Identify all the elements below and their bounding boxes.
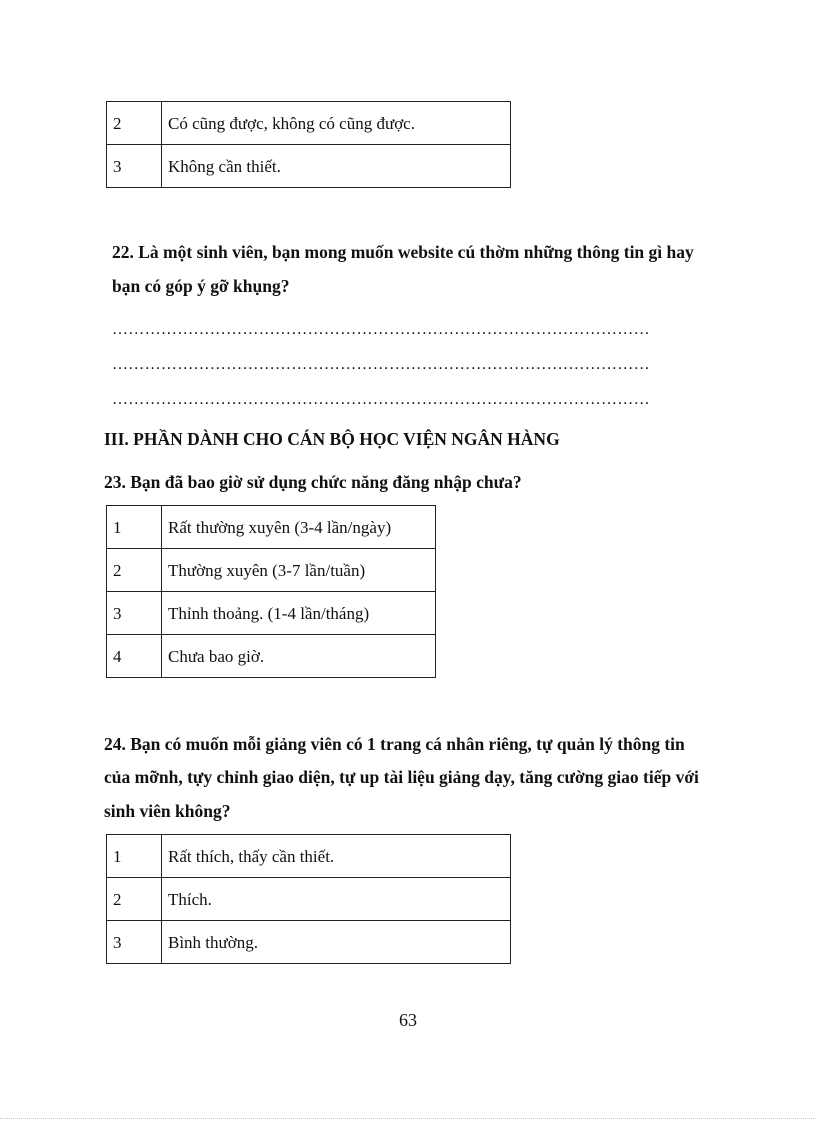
question-24-line-2: của mỡnh, tựy chỉnh giao diện, tự up tài liệu giảng dạy, tăng cường giao tiếp với bbox=[104, 767, 699, 787]
table-row bbox=[107, 921, 511, 964]
answer-line: ……………………………………………………………………………………… bbox=[112, 321, 650, 338]
question-22-line-1: 22. Là một sinh viên, bạn mong muốn website cú thờm những thông tin gì hay bbox=[112, 242, 694, 262]
table-row bbox=[107, 549, 436, 592]
option-text: Bình thường. bbox=[162, 921, 511, 964]
option-text: Rất thích, thấy cần thiết. bbox=[162, 835, 511, 878]
option-number: 3 bbox=[107, 592, 162, 635]
options-table-q23 bbox=[106, 505, 436, 678]
section-3-heading: III. PHẦN DÀNH CHO CÁN BỘ HỌC VIỆN NGÂN HÀNG bbox=[104, 429, 560, 449]
table-row bbox=[107, 878, 511, 921]
table-row bbox=[107, 835, 511, 878]
table-row bbox=[107, 102, 511, 145]
table-row bbox=[107, 506, 436, 549]
option-text: Thỉnh thoảng. (1-4 lần/tháng) bbox=[162, 592, 436, 635]
page-bottom-rule bbox=[0, 1118, 816, 1119]
options-table-q21 bbox=[106, 101, 511, 188]
option-number: 3 bbox=[107, 921, 162, 964]
question-22-line-2: bạn có góp ý gỡ khụng? bbox=[112, 276, 290, 296]
option-text: Không cần thiết. bbox=[162, 145, 511, 188]
table-row bbox=[107, 145, 511, 188]
table-row bbox=[107, 592, 436, 635]
options-table-q24 bbox=[106, 834, 511, 964]
option-number: 2 bbox=[107, 878, 162, 921]
option-text: Thích. bbox=[162, 878, 511, 921]
option-number: 1 bbox=[107, 835, 162, 878]
question-24-line-1: 24. Bạn có muốn mỗi giảng viên có 1 trang cá nhân riêng, tự quản lý thông tin bbox=[104, 734, 685, 754]
option-number: 2 bbox=[107, 549, 162, 592]
question-24-line-3: sinh viên không? bbox=[104, 801, 231, 821]
option-number: 4 bbox=[107, 635, 162, 678]
option-number: 2 bbox=[107, 102, 162, 145]
question-23: 23. Bạn đã bao giờ sử dụng chức năng đăng nhập chưa? bbox=[104, 472, 522, 492]
option-text: Có cũng được, không có cũng được. bbox=[162, 102, 511, 145]
option-text: Thường xuyên (3-7 lần/tuần) bbox=[162, 549, 436, 592]
answer-line: ……………………………………………………………………………………… bbox=[112, 391, 650, 408]
page-number: 63 bbox=[399, 1010, 417, 1030]
option-text: Rất thường xuyên (3-4 lần/ngày) bbox=[162, 506, 436, 549]
option-text: Chưa bao giờ. bbox=[162, 635, 436, 678]
option-number: 1 bbox=[107, 506, 162, 549]
option-number: 3 bbox=[107, 145, 162, 188]
table-row bbox=[107, 635, 436, 678]
answer-line: ……………………………………………………………………………………… bbox=[112, 356, 650, 373]
